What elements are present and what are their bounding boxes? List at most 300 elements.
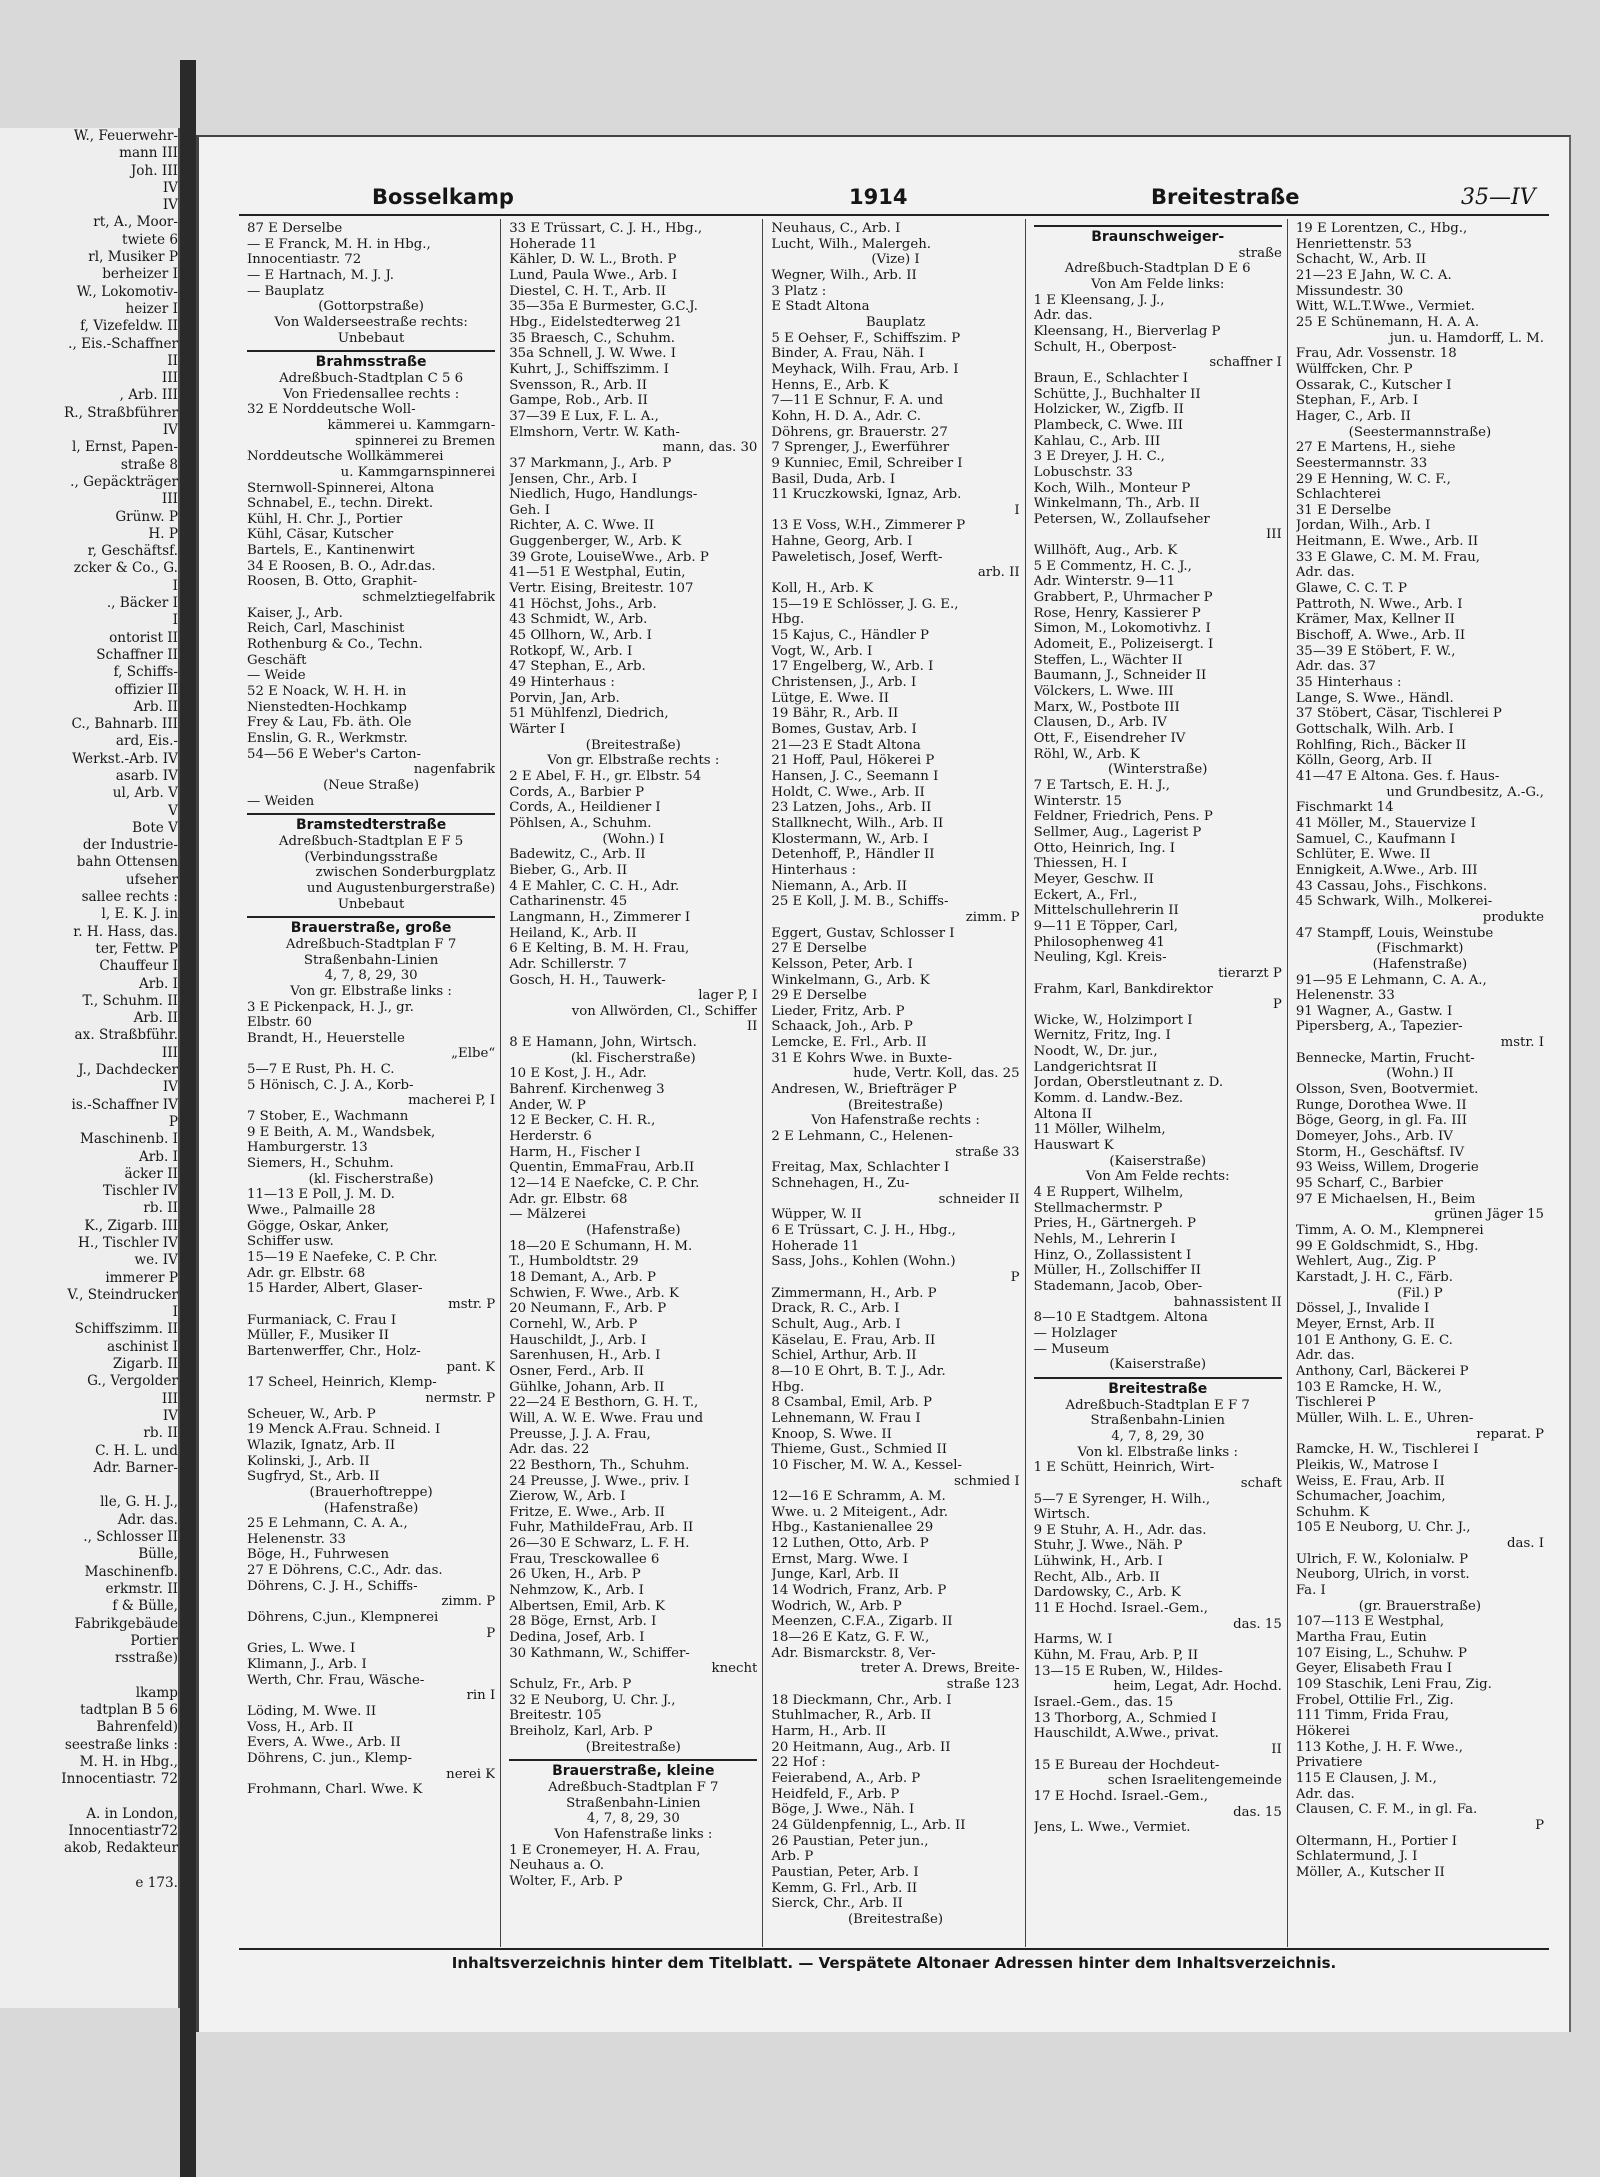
directory-entry: 1 E Schütt, Heinrich, Wirt- — [1033, 1460, 1215, 1476]
directory-entry: Bartenwerffer, Chr., Holz- — [247, 1343, 421, 1359]
directory-entry: 7—11 E Schnur, F. A. und — [771, 393, 944, 409]
directory-entry: Rotkopf, W., Arb. I — [509, 643, 633, 659]
directory-entry: Schlatermund, J. I — [1295, 1849, 1418, 1865]
directory-entry: Neuhaus, C., Arb. I — [771, 221, 901, 236]
directory-entry: Arb. P — [771, 1849, 814, 1865]
directory-entry: Bennecke, Martin, Frucht- — [1295, 1050, 1475, 1066]
directory-entry: 35—35a E Burmester, G.C.J. — [509, 299, 698, 315]
directory-entry: Löding, M. Wwe. II — [247, 1704, 377, 1720]
directory-entry: 33 E Glawe, C. M. M. Frau, — [1295, 549, 1480, 565]
directory-entry: Adr. das. — [1295, 1786, 1355, 1802]
directory-entry: Meenzen, C.F.A., Zigarb. II — [771, 1614, 953, 1630]
directory-entry: Cords, A., Barbier P — [509, 784, 645, 800]
directory-entry: 52 E Noack, W. H. H. in — [247, 684, 407, 700]
directory-entry: Eggert, Gustav, Schlosser I — [771, 925, 955, 941]
directory-entry: Müller, F., Musiker II — [247, 1328, 390, 1344]
directory-entry: T., Humboldtstr. 29 — [509, 1254, 639, 1270]
directory-entry: Dardowsky, C., Arb. K — [1033, 1585, 1181, 1601]
directory-entry: Paweletisch, Josef, Werft- — [771, 549, 943, 565]
directory-entry: Hinterhaus : — [771, 862, 856, 878]
left-page-line: twiete 6 — [122, 231, 178, 248]
left-page-line: tadtplan B 5 6 — [80, 1702, 178, 1719]
left-page-line: rt, A., Moor- — [93, 214, 178, 231]
directory-entry: 25 E Lehmann, C. A. A., — [247, 1516, 408, 1532]
directory-entry: Geschäft — [247, 652, 307, 668]
directory-entry: Holdt, C. Wwe., Arb. II — [771, 784, 925, 800]
directory-entry: 37 Stöbert, Cäsar, Tischlerei P — [1295, 706, 1502, 722]
directory-entry: Brandt, H., Heuerstelle — [247, 1030, 405, 1046]
directory-entry: Wodrich, W., Arb. P — [771, 1598, 902, 1614]
directory-entry: (gr. Brauerstraße) — [1358, 1598, 1482, 1614]
directory-entry: 4, 7, 8, 29, 30 — [324, 968, 418, 984]
directory-entry: Fischmarkt 14 — [1295, 800, 1394, 816]
directory-entry: und Grundbesitz, A.-G., — [1386, 784, 1545, 800]
directory-entry: Lehnemann, W. Frau I — [771, 1410, 921, 1426]
directory-entry: Kahlau, C., Arb. III — [1033, 433, 1161, 449]
directory-entry: 9 E Stuhr, A. H., Adr. das. — [1033, 1522, 1207, 1538]
directory-entry: Martha Frau, Eutin — [1295, 1630, 1427, 1646]
directory-entry: Clausen, C. F. M., in gl. Fa. — [1295, 1802, 1478, 1818]
directory-entry: 2 E Lehmann, C., Helenen- — [771, 1129, 953, 1145]
directory-entry: Pipersberg, A., Tapezier- — [1295, 1019, 1463, 1035]
directory-entry: Will, A. W. E. Wwe. Frau und — [509, 1410, 704, 1426]
directory-entry: 37 Markmann, J., Arb. P — [509, 455, 672, 471]
directory-entry: Furmaniack, C. Frau I — [247, 1312, 397, 1328]
directory-entry: Stellmachermstr. P — [1033, 1200, 1163, 1216]
directory-entry: Lütge, E. Wwe. II — [771, 690, 890, 706]
directory-entry: Svensson, R., Arb. II — [509, 377, 648, 393]
directory-entry: 35 Hinterhaus : — [1295, 675, 1402, 691]
directory-entry: Detenhoff, P., Händler II — [771, 847, 935, 863]
directory-entry: Krämer, Max, Kellner II — [1295, 612, 1455, 628]
directory-entry: 9 E Beith, A. M., Wandsbek, — [247, 1124, 436, 1140]
directory-entry: Sarenhusen, H., Arb. I — [509, 1348, 661, 1364]
left-page-line: Portier — [130, 1632, 178, 1649]
directory-entry: 19 Menck A.Frau. Schneid. I — [247, 1422, 441, 1438]
left-page-line: l, Ernst, Papen- — [72, 439, 178, 456]
directory-entry: 29 E Derselbe — [771, 988, 867, 1004]
columns-container — [239, 219, 1549, 1947]
directory-entry: Stuhlmacher, R., Arb. II — [771, 1708, 932, 1724]
left-page-line: C. H. L. und — [95, 1442, 178, 1459]
directory-entry: Timm, A. O. M., Klempnerei — [1295, 1223, 1484, 1238]
directory-entry: (Wohn.) I — [602, 831, 665, 847]
directory-entry: Sugfryd, St., Arb. II — [247, 1469, 380, 1485]
left-page-line: sallee rechts : — [81, 889, 178, 906]
left-page-line: asarb. IV — [115, 767, 178, 784]
directory-entry: (Kaiserstraße) — [1109, 1357, 1207, 1373]
directory-entry: Altona II — [1033, 1106, 1093, 1122]
directory-entry: lager P, I — [698, 988, 758, 1004]
directory-entry: 45 Schwark, Wilh., Molkerei- — [1295, 894, 1493, 910]
directory-entry: 12 Luthen, Otto, Arb. P — [771, 1536, 929, 1552]
directory-entry: 7 Sprenger, J., Ewerführer — [771, 440, 950, 456]
left-page-line — [0, 1789, 178, 1806]
directory-entry: Adreßbuch-Stadtplan F 7 — [548, 1779, 719, 1795]
directory-entry: Hbg. — [771, 612, 805, 628]
directory-entry: Röhl, W., Arb. K — [1033, 746, 1140, 762]
directory-entry: Enslin, G. R., Werkmstr. — [247, 731, 408, 746]
directory-entry: Paustian, Peter, Arb. I — [771, 1864, 919, 1880]
left-page-line: I — [172, 1304, 178, 1321]
directory-entry: Neuhaus a. O. — [509, 1858, 605, 1874]
directory-entry: 3 E Dreyer, J. H. C., — [1033, 449, 1165, 465]
left-page-line: rsstraße) — [115, 1650, 178, 1667]
left-page-line: Tischler IV — [102, 1183, 178, 1200]
directory-entry: (Gottorpstraße) — [318, 299, 424, 315]
directory-entry: Thieme, Gust., Schmied II — [771, 1442, 948, 1458]
directory-entry: 32 E Neuborg, U. Chr. J., — [509, 1692, 676, 1708]
directory-entry: (Seestermannstraße) — [1348, 424, 1492, 440]
directory-entry: Ander, W. P — [509, 1097, 586, 1113]
left-page-line: Maschinenb. I — [80, 1131, 178, 1148]
directory-entry: 47 Stephan, E., Arb. — [509, 659, 646, 675]
directory-entry: reparat. P — [1476, 1426, 1545, 1442]
directory-entry: Karstadt, J. H. C., Färb. — [1295, 1269, 1453, 1285]
directory-entry: Zierow, W., Arb. I — [509, 1489, 626, 1505]
left-page-line: r. H. Hass, das. — [73, 923, 178, 940]
left-page-line: IV — [162, 422, 178, 439]
directory-entry: schmied I — [954, 1473, 1020, 1489]
left-page-line: l, E. K. J. in — [101, 906, 178, 923]
directory-entry: Innocentiastr. 72 — [247, 252, 362, 268]
left-page-line: T., Schuhm. II — [82, 992, 178, 1009]
directory-entry: 20 Neumann, F., Arb. P — [509, 1301, 667, 1317]
left-page-line: P — [168, 1113, 178, 1130]
directory-entry: Dedina, Josef, Arb. I — [509, 1630, 645, 1646]
directory-entry: Döhrens, gr. Brauerstr. 27 — [771, 424, 948, 440]
directory-entry: 12 E Becker, C. H. R., — [509, 1113, 656, 1129]
book-gutter — [180, 60, 196, 2177]
directory-entry: Wirtsch. — [1033, 1507, 1091, 1523]
directory-entry: 11 Kruczkowski, Ignaz, Arb. — [771, 487, 962, 503]
directory-entry: Storm, H., Geschäftsf. IV — [1295, 1144, 1465, 1160]
directory-entry: Von gr. Elbstraße rechts : — [547, 753, 720, 769]
left-page-line: Innocentiastr. 72 — [61, 1771, 178, 1788]
directory-entry: 5—7 E Syrenger, H. Wilh., — [1033, 1491, 1211, 1507]
directory-entry: Christensen, J., Arb. I — [771, 675, 917, 691]
directory-entry: III — [1266, 527, 1282, 543]
directory-entry: 5 E Commentz, H. C. J., — [1033, 558, 1192, 574]
directory-entry: Harm, H., Fischer I — [509, 1144, 641, 1160]
directory-entry: 115 E Clausen, J. M., — [1295, 1770, 1437, 1786]
directory-entry: (Breitestraße) — [585, 737, 681, 753]
left-page-line: f, Schiffs- — [113, 664, 178, 681]
directory-entry: Frau, Adr. Vossenstr. 18 — [1295, 346, 1457, 362]
directory-entry: 2 E Abel, F. H., gr. Elbstr. 54 — [509, 768, 702, 784]
directory-entry: Vertr. Eising, Breitestr. 107 — [509, 581, 694, 597]
directory-entry: Breitestr. 105 — [509, 1708, 602, 1724]
directory-entry: 8—10 E Stadtgem. Altona — [1033, 1310, 1208, 1326]
directory-entry: Von kl. Elbstraße links : — [1077, 1444, 1238, 1460]
directory-entry: Schult, Aug., Arb. I — [771, 1316, 901, 1332]
directory-entry: Domeyer, Johs., Arb. IV — [1295, 1129, 1453, 1145]
directory-entry: Herderstr. 6 — [509, 1129, 592, 1145]
directory-entry: Von Walderseestraße rechts: — [274, 314, 468, 330]
column-4 — [1026, 219, 1288, 1947]
directory-entry: knecht — [711, 1661, 758, 1677]
left-page-line: seestraße links : — [64, 1736, 178, 1753]
left-page-line: W., Feuerwehr- — [73, 128, 178, 144]
directory-entry: 35a Schnell, J. W. Wwe. I — [509, 346, 676, 362]
left-page-line: Arb. II — [133, 698, 178, 715]
left-page-line — [0, 1667, 178, 1684]
directory-entry: Bischoff, A. Wwe., Arb. II — [1295, 628, 1466, 644]
directory-entry: Siemers, H., Schuhm. — [247, 1156, 394, 1172]
directory-entry: Kolinski, J., Arb. II — [247, 1453, 370, 1469]
directory-entry: Heiland, K., Arb. II — [509, 925, 637, 941]
directory-entry: Jensen, Chr., Arb. I — [509, 471, 638, 487]
header-year: 1914 — [849, 185, 908, 209]
directory-entry: Rohlfing, Rich., Bäcker II — [1295, 737, 1467, 753]
directory-entry: Wülffcken, Chr. P — [1295, 361, 1413, 377]
left-page-line: rl, Musiker P — [88, 249, 178, 266]
directory-entry: Koch, Wilh., Monteur P — [1033, 480, 1191, 496]
directory-entry: 6 E Trüssart, C. J. H., Hbg., — [771, 1223, 956, 1238]
directory-entry: Weiss, E. Frau, Arb. II — [1295, 1473, 1445, 1489]
directory-entry: Von Friedensallee rechts : — [283, 386, 460, 402]
directory-entry: 30 Kathmann, W., Schiffer- — [509, 1645, 690, 1661]
directory-entry: Meyer, Ernst, Arb. II — [1295, 1316, 1435, 1332]
directory-entry: Geyer, Elisabeth Frau I — [1295, 1661, 1453, 1677]
directory-entry: Braun, E., Schlachter I — [1033, 370, 1188, 386]
directory-entry: 101 E Anthony, G. E. C. — [1295, 1332, 1453, 1348]
left-page-line: H. P — [148, 525, 178, 542]
directory-entry: 10 E Kost, J. H., Adr. — [509, 1066, 647, 1082]
left-page-line: Bülle, — [138, 1546, 178, 1563]
directory-entry: Andresen, W., Briefträger P — [771, 1082, 957, 1098]
directory-entry: Winterstr. 15 — [1033, 793, 1122, 809]
directory-entry: Frau, Tresckowallee 6 — [509, 1551, 660, 1567]
directory-entry: Schiffer usw. — [247, 1234, 334, 1250]
directory-entry: 47 Stampff, Louis, Weinstube — [1295, 925, 1494, 941]
directory-entry: (Breitestraße) — [847, 1911, 944, 1927]
directory-entry: straße 123 — [946, 1677, 1020, 1693]
directory-entry: Quentin, EmmaFrau, Arb.II — [509, 1160, 695, 1176]
directory-entry: Roosen, B. Otto, Graphit- — [247, 574, 418, 590]
left-page-line: ard, Eis.- — [115, 733, 178, 750]
directory-entry: Voss, H., Arb. II — [247, 1719, 354, 1735]
directory-entry: Sass, Johs., Kohlen (Wohn.) — [771, 1254, 956, 1270]
directory-entry: schaffner I — [1209, 355, 1282, 371]
directory-entry: Geh. I — [509, 502, 550, 518]
header-right-entry: Breitestraße — [1151, 185, 1300, 209]
directory-entry: 15 Harder, Albert, Glaser- — [247, 1281, 423, 1297]
directory-entry: Thiessen, H. I — [1033, 856, 1127, 872]
directory-entry: Plambeck, C. Wwe. III — [1033, 417, 1183, 433]
directory-entry: II — [1271, 1742, 1282, 1757]
page-header — [199, 185, 1569, 215]
directory-entry: Kelsson, Peter, Arb. I — [771, 956, 913, 972]
directory-entry: 11 E Hochd. Israel.-Gem., — [1033, 1601, 1209, 1617]
directory-entry: Grabbert, P., Uhrmacher P — [1033, 590, 1213, 606]
directory-entry: Privatiere — [1295, 1755, 1363, 1771]
street-heading: Bramstedterstraße — [247, 813, 495, 834]
directory-entry: Hansen, J. C., Seemann I — [771, 768, 939, 784]
left-page-line: f, Vizefeldw. II — [80, 318, 178, 335]
directory-entry: 34 E Roosen, B. O., Adr.das. — [247, 558, 436, 574]
directory-entry: 109 Staschik, Leni Frau, Zig. — [1295, 1677, 1492, 1693]
left-page-line: C., Bahnarb. III — [71, 716, 178, 733]
directory-entry: Adreßbuch-Stadtplan E F 5 — [278, 833, 464, 849]
left-page-line: Zigarb. II — [112, 1356, 178, 1373]
left-page-line: Innocentiastr72 — [68, 1823, 178, 1840]
directory-entry: Lucht, Wilh., Malergeh. — [771, 236, 931, 252]
directory-entry: 4, 7, 8, 29, 30 — [586, 1811, 680, 1827]
street-heading: Brauerstraße, große — [247, 916, 495, 937]
left-page-line: , Arb. III — [119, 387, 178, 404]
directory-entry: Noodt, W., Dr. jur., — [1033, 1044, 1158, 1060]
directory-entry: Von gr. Elbstraße links : — [290, 983, 452, 999]
left-page-line: IV — [162, 1407, 178, 1424]
directory-entry: Ossarak, C., Kutscher I — [1295, 377, 1452, 393]
directory-entry: Albertsen, Emil, Arb. K — [509, 1598, 665, 1614]
directory-entry: 21 Hoff, Paul, Hökerei P — [771, 753, 935, 769]
directory-entry: Hbg., Eidelstedterweg 21 — [509, 314, 683, 330]
directory-entry: Hauschildt, A.Wwe., privat. — [1033, 1726, 1219, 1742]
directory-entry: 91—95 E Lehmann, C. A. A., — [1295, 972, 1487, 988]
directory-entry: Schult, H., Oberpost- — [1033, 339, 1177, 355]
directory-entry: Gögge, Oskar, Anker, — [247, 1218, 390, 1234]
left-page-line: is.-Schaffner IV — [71, 1096, 178, 1113]
directory-entry: bahnassistent II — [1173, 1294, 1282, 1310]
directory-entry: Fritze, E. Wwe., Arb. II — [509, 1504, 665, 1520]
directory-entry: Wärter I — [509, 722, 566, 737]
directory-entry: 93 Weiss, Willem, Drogerie — [1295, 1160, 1479, 1176]
directory-entry: Elmshorn, Vertr. W. Kath- — [509, 424, 680, 440]
left-page-line: Fabrikgebäude — [74, 1615, 178, 1632]
directory-entry: Pleikis, W., Matrose I — [1295, 1457, 1439, 1473]
left-page-line: Joh. III — [130, 162, 178, 179]
directory-entry: Harms, W. I — [1033, 1632, 1113, 1648]
directory-entry: 39 Grote, LouiseWwe., Arb. P — [509, 549, 709, 565]
directory-entry: Henns, E., Arb. K — [771, 377, 889, 393]
directory-entry: Richter, A. C. Wwe. II — [509, 518, 655, 534]
directory-entry: Bartels, E., Kantinenwirt — [247, 543, 415, 559]
directory-entry: Wicke, W., Holzimport I — [1033, 1012, 1193, 1028]
directory-entry: Cornehl, W., Arb. P — [509, 1316, 638, 1332]
directory-entry: (Brauerhoftreppe) — [309, 1484, 433, 1500]
left-page-line: Arb. I — [138, 975, 178, 992]
directory-entry: Guggenberger, W., Arb. K — [509, 534, 682, 550]
directory-entry: Ennigkeit, A.Wwe., Arb. III — [1295, 862, 1478, 878]
directory-entry: Norddeutsche Wollkämmerei — [247, 449, 444, 465]
directory-entry: Wlazik, Ignatz, Arb. II — [247, 1437, 396, 1453]
directory-entry: Landgerichtsrat II — [1033, 1059, 1157, 1075]
directory-entry: Lemcke, E. Frl., Arb. II — [771, 1035, 927, 1051]
directory-entry: 31 E Kohrs Wwe. in Buxte- — [771, 1050, 952, 1066]
directory-entry: 41—47 E Altona. Ges. f. Haus- — [1295, 768, 1500, 784]
directory-entry: 19 E Lorentzen, C., Hbg., — [1295, 221, 1468, 236]
directory-entry: 95 Scharf, C., Barbier — [1295, 1176, 1443, 1192]
directory-entry: zimm. P — [441, 1594, 496, 1610]
directory-entry: — E Franck, M. H. in Hbg., — [247, 236, 431, 252]
directory-entry: schaft — [1240, 1475, 1282, 1491]
directory-entry: 35—39 E Stöbert, F. W., — [1295, 643, 1456, 659]
directory-entry: Gampe, Rob., Arb. II — [509, 393, 648, 409]
left-page-line: V — [168, 802, 178, 819]
left-page-line: ul, Arb. V — [112, 785, 178, 802]
directory-entry: Mittelschullehrerin II — [1033, 903, 1179, 919]
left-page-line: III — [161, 1390, 178, 1407]
left-page-line: zcker & Co., G. — [73, 560, 178, 577]
directory-entry: Sternwoll-Spinnerei, Altona — [247, 480, 435, 496]
directory-entry: (Fil.) P — [1397, 1285, 1443, 1301]
directory-entry: tierarzt P — [1218, 965, 1282, 981]
directory-entry: Runge, Dorothea Wwe. II — [1295, 1097, 1467, 1113]
directory-entry: Adr. das. 22 — [509, 1442, 590, 1458]
directory-entry: Hoherade 11 — [509, 236, 598, 252]
directory-entry: Breiholz, Karl, Arb. P — [509, 1724, 653, 1739]
directory-entry: Kölln, Georg, Arb. II — [1295, 753, 1433, 769]
directory-entry: 1 E Cronemeyer, H. A. Frau, — [509, 1842, 701, 1858]
left-page-line: rb. II — [143, 1200, 178, 1217]
directory-entry: 99 E Goldschmidt, S., Hbg. — [1295, 1238, 1479, 1254]
directory-entry: Elbstr. 60 — [247, 1015, 312, 1031]
directory-entry: Winkelmann, Th., Arb. II — [1033, 496, 1200, 512]
directory-entry: Werth, Chr. Frau, Wäsche- — [247, 1672, 425, 1688]
left-page-line: H., Tischler IV — [78, 1235, 178, 1251]
directory-entry: Sierck, Chr., Arb. II — [771, 1896, 903, 1912]
directory-entry: Wüpper, W. II — [771, 1207, 862, 1223]
directory-entry: Ramcke, H. W., Tischlerei I — [1295, 1442, 1479, 1458]
directory-entry: 33 E Trüssart, C. J. H., Hbg., — [509, 221, 703, 236]
directory-entry: 5 E Oehser, F., Schiffszim. P — [771, 330, 961, 346]
directory-entry: 24 Güldenpfennig, L., Arb. II — [771, 1817, 966, 1833]
left-page-line: III — [161, 370, 178, 387]
column-1 — [239, 219, 501, 1947]
directory-entry: treter A. Drews, Breite- — [860, 1661, 1020, 1677]
directory-entry: 5—7 E Rust, Ph. H. C. — [247, 1062, 395, 1078]
directory-entry: Heidfeld, F., Arb. P — [771, 1786, 900, 1802]
directory-entry: Böge, Georg, in gl. Fa. III — [1295, 1113, 1467, 1129]
header-rule — [239, 214, 1549, 216]
directory-entry: 19 Bähr, R., Arb. II — [771, 706, 899, 722]
directory-entry: (Neue Straße) — [323, 777, 420, 793]
left-page-line: Adr. Barner- — [93, 1459, 178, 1476]
directory-entry: Simon, M., Lokomotivhz. I — [1033, 621, 1211, 637]
directory-entry: Adr. das. — [1295, 565, 1355, 581]
directory-entry: 6 E Kelting, B. M. H. Frau, — [509, 941, 690, 957]
directory-entry: Schnabel, E., techn. Direkt. — [247, 496, 434, 512]
directory-entry: Ernst, Marg. Wwe. I — [771, 1551, 909, 1567]
directory-entry: Preusse, J. J. A. Frau, — [509, 1426, 651, 1442]
directory-entry: Adr. Winterstr. 9—11 — [1033, 574, 1176, 590]
directory-entry: (Breitestraße) — [847, 1097, 944, 1113]
left-page-line: äcker II — [124, 1165, 178, 1182]
left-page-line: ., Eis.-Schaffner — [68, 335, 178, 352]
directory-entry: — E Hartnach, M. J. J. — [247, 267, 394, 283]
directory-entry: Wehlert, Aug., Zig. P — [1295, 1254, 1436, 1270]
directory-entry: Lobuschstr. 33 — [1033, 464, 1133, 480]
directory-entry: Adr. gr. Elbstr. 68 — [247, 1265, 366, 1281]
directory-entry: 21—23 E Jahn, W. C. A. — [1295, 267, 1452, 283]
directory-entry: Pattroth, N. Wwe., Arb. I — [1295, 596, 1463, 612]
directory-entry: Bieber, G., Arb. II — [509, 862, 628, 878]
directory-entry: Gottschalk, Wilh. Arb. I — [1295, 722, 1454, 737]
street-heading: Braunschweiger- — [1034, 225, 1282, 246]
directory-entry: Kühn, M. Frau, Arb. P, II — [1033, 1648, 1199, 1664]
directory-entry: Neuling, Kgl. Kreis- — [1033, 950, 1167, 966]
directory-entry: 97 E Michaelsen, H., Beim — [1295, 1191, 1476, 1207]
left-page-line: II — [167, 352, 178, 369]
directory-entry: Fuhr, MathildeFrau, Arb. II — [509, 1520, 694, 1536]
directory-entry: Kleensang, H., Bierverlag P — [1033, 323, 1221, 339]
directory-entry: Jens, L. Wwe., Vermiet. — [1033, 1820, 1191, 1836]
left-page-line — [0, 1477, 178, 1494]
directory-entry: 25 E Schünemann, H. A. A. — [1295, 314, 1480, 330]
left-page-line: erkmstr. II — [105, 1580, 178, 1597]
